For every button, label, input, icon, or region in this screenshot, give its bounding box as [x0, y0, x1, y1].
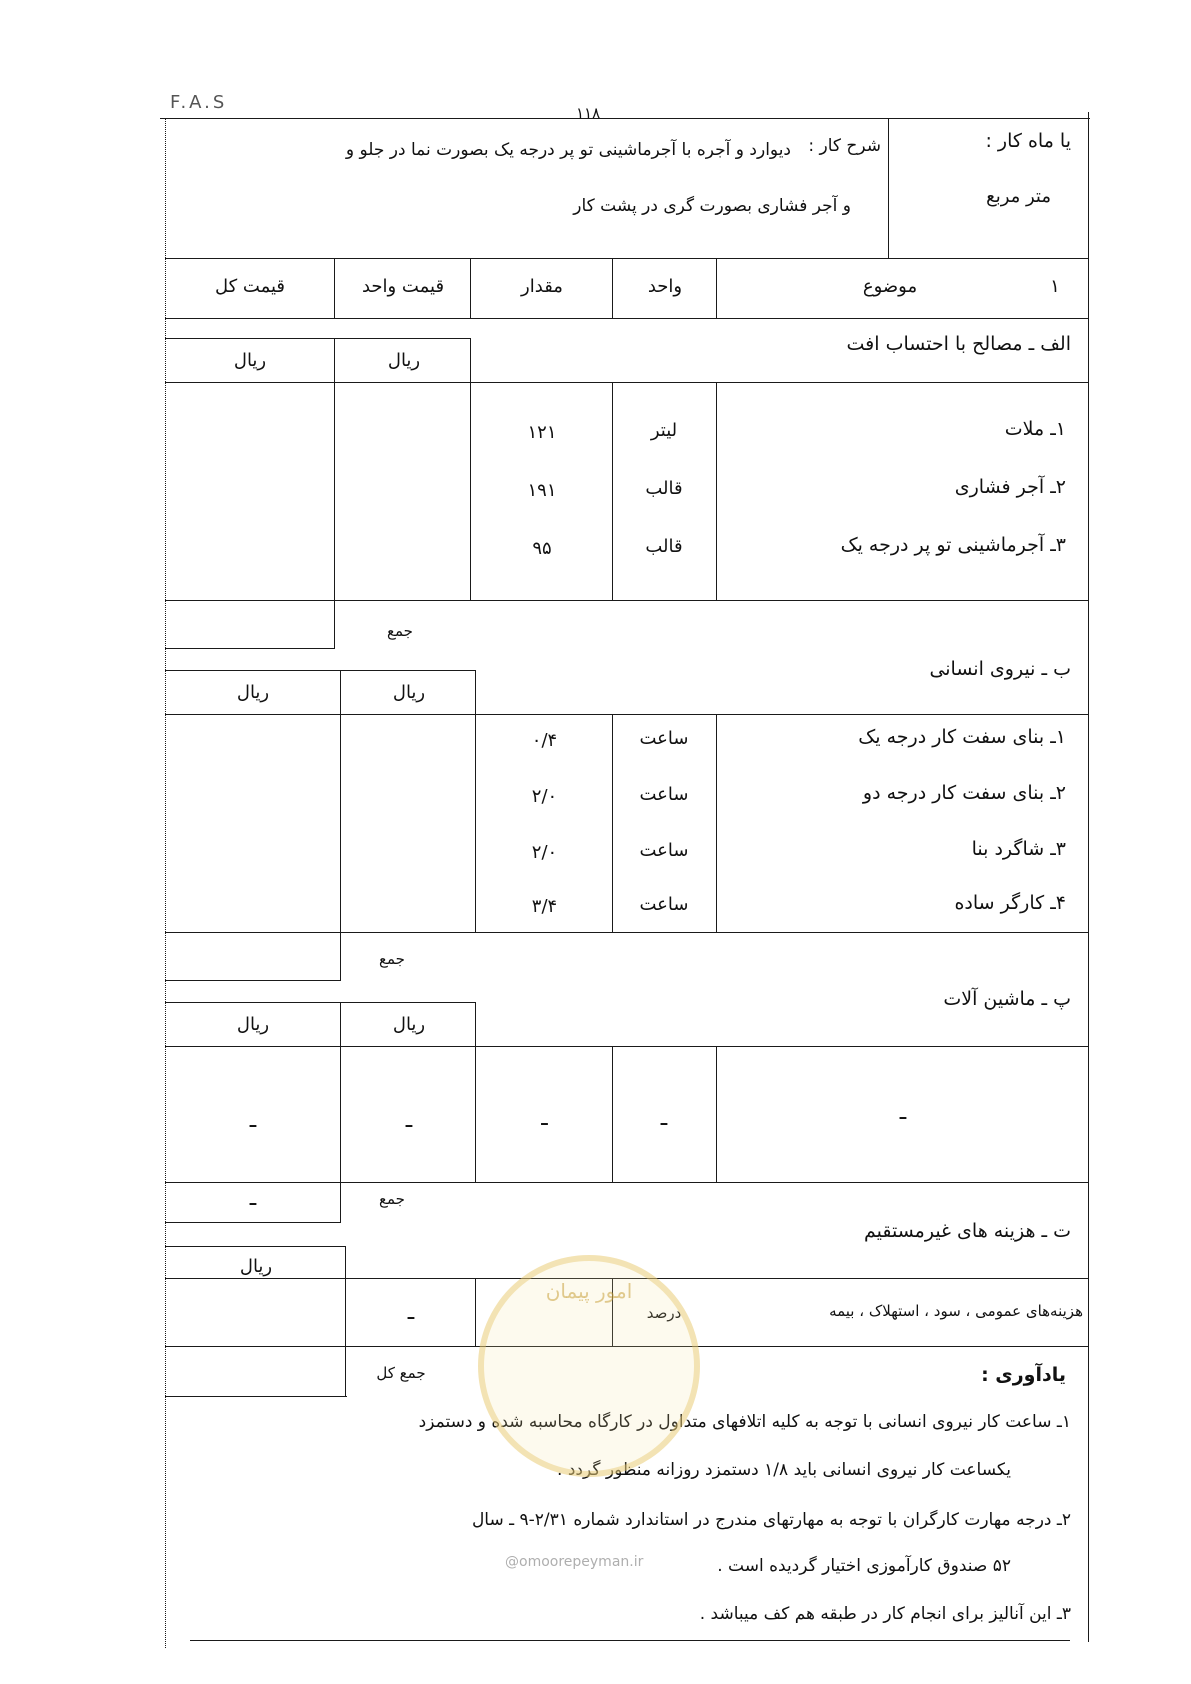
work-description-line-2: و آجر فشاری بصورت گری در پشت کار	[573, 196, 851, 216]
col-divider	[612, 258, 613, 318]
section-title-machinery: پ ـ ماشین آلات	[943, 988, 1071, 1010]
work-description-line-1: دیوارد و آجره با آجرماشینی تو پر درجه یک بصورت نما در جلو و	[345, 140, 791, 160]
section-title-indirect: ت ـ هزینه های غیرمستقیم	[863, 1220, 1071, 1242]
labor-item-unit: ساعت	[639, 840, 689, 861]
col-divider	[612, 382, 613, 600]
col-header-subject: موضوع	[862, 276, 918, 297]
frame-right-line	[1088, 112, 1089, 1642]
rule	[165, 1002, 475, 1003]
document-code: F.A.S	[170, 92, 228, 113]
materials-item-unit: قالب	[645, 536, 683, 557]
frame-top-line	[160, 118, 1090, 119]
rule	[165, 980, 341, 981]
frame-left-line	[165, 118, 166, 1648]
note-line: یکساعت کار نیروی انسانی باید ۱/۸ دستمزد روزانه منظور گردد .	[557, 1460, 1011, 1480]
col-divider	[470, 338, 471, 600]
col-divider	[475, 1278, 476, 1346]
labor-item-quantity: ۲/۰	[531, 842, 558, 863]
unit-value: متر مربع	[986, 186, 1051, 207]
rule	[165, 648, 335, 649]
rule	[165, 600, 1088, 601]
currency-label: ریال	[233, 350, 267, 371]
col-divider	[716, 258, 717, 318]
watermark-logo	[478, 1255, 700, 1477]
col-divider	[612, 1046, 613, 1182]
labor-item-quantity: ۰/۴	[531, 730, 558, 751]
note-line: ۲ـ درجه مهارت کارگران با توجه به مهارتهای مندرج در استاندارد شماره ۲/۳۱-۹ ـ سال	[471, 1510, 1071, 1530]
watermark-text: امور پیمان	[545, 1279, 633, 1303]
machinery-unit-empty: ـ	[660, 1106, 668, 1131]
indirect-cost-unit: درصد	[646, 1304, 682, 1322]
materials-item-unit: لیتر	[650, 420, 678, 441]
grand-total-label: جمع کل	[376, 1364, 426, 1382]
note-line: ۳ـ این آنالیز برای انجام کار در طبقه هم کف میباشد .	[699, 1604, 1071, 1624]
col-divider	[334, 338, 335, 648]
materials-item-name: ۱ـ ملات	[1004, 418, 1066, 440]
machinery-quantity-empty: ـ	[541, 1106, 548, 1131]
machinery-sum-empty: ـ	[249, 1186, 257, 1211]
indirect-cost-item: هزینه‌های عمومی ، سود ، استهلاک ، بیمه	[829, 1302, 1083, 1320]
currency-label: ریال	[392, 682, 426, 703]
rule	[165, 714, 1088, 715]
materials-item-name: ۳ـ آجرماشینی تو پر درجه یک	[840, 534, 1066, 556]
work-description-label: شرح کار :	[808, 136, 881, 156]
rule	[165, 932, 1088, 933]
col-header-total-price: قیمت کل	[214, 276, 286, 297]
indirect-unit-price-empty: ـ	[407, 1300, 415, 1325]
machinery-subject-empty: ـ	[899, 1100, 907, 1125]
col-divider	[716, 714, 717, 932]
col-divider	[612, 714, 613, 932]
frame-bottom-line	[190, 1640, 1070, 1641]
col-header-unit-price: قیمت واحد	[361, 276, 445, 297]
labor-item-unit: ساعت	[639, 894, 689, 915]
rule	[165, 382, 1088, 383]
materials-item-unit: قالب	[645, 478, 683, 499]
sum-label: جمع	[387, 622, 413, 640]
labor-item-quantity: ۳/۴	[531, 896, 558, 917]
currency-label: ریال	[236, 1014, 270, 1035]
col-divider	[470, 258, 471, 318]
col-header-quantity: مقدار	[521, 276, 563, 297]
col-divider	[716, 382, 717, 600]
col-divider	[475, 670, 476, 932]
sum-label: جمع	[379, 950, 405, 968]
section-title-materials: الف ـ مصالح با احتساب افت	[846, 333, 1071, 355]
col-divider	[716, 1046, 717, 1182]
materials-item-quantity: ۱۲۱	[527, 422, 557, 443]
labor-item-name: ۱ـ بنای سفت کار درجه یک	[858, 726, 1066, 748]
col-divider	[340, 1002, 341, 1222]
header-divider	[888, 118, 889, 258]
materials-item-quantity: ۹۵	[532, 538, 552, 559]
labor-item-quantity: ۲/۰	[531, 786, 558, 807]
col-divider	[345, 1246, 346, 1396]
labor-item-unit: ساعت	[639, 784, 689, 805]
materials-item-name: ۲ـ آجر فشاری	[954, 476, 1066, 498]
machinery-unit-price-empty: ـ	[405, 1108, 413, 1133]
col-divider	[475, 1002, 476, 1182]
notes-title: یادآوری :	[981, 1364, 1066, 1386]
machinery-total-price-empty: ـ	[249, 1108, 257, 1133]
col-divider	[334, 258, 335, 318]
col-header-row: ۱	[1050, 276, 1060, 297]
currency-label: ریال	[387, 350, 421, 371]
currency-label: ریال	[239, 1256, 273, 1277]
sum-label: جمع	[379, 1190, 405, 1208]
note-line: ۵۲ صندوق کارآموزی اختیار گردیده است .	[717, 1556, 1011, 1576]
labor-item-name: ۲ـ بنای سفت کار درجه دو	[862, 782, 1066, 804]
watermark-url: @omoorepeyman.ir	[505, 1554, 644, 1570]
labor-item-name: ۳ـ شاگرد بنا	[971, 838, 1066, 860]
header-bottom-line	[165, 258, 1088, 259]
materials-item-quantity: ۱۹۱	[527, 480, 557, 501]
rule	[165, 1222, 341, 1223]
rule	[165, 338, 471, 339]
unit-label: یا ماه کار :	[985, 130, 1071, 152]
col-divider	[340, 670, 341, 980]
section-title-labor: ب ـ نیروی انسانی	[929, 658, 1071, 680]
rule	[165, 1396, 347, 1397]
currency-label: ریال	[392, 1014, 426, 1035]
col-header-unit: واحد	[647, 276, 683, 297]
labor-item-name: ۴ـ کارگر ساده	[954, 892, 1066, 914]
page-number: ۱۱۸	[576, 104, 601, 122]
note-line: ۱ـ ساعت کار نیروی انسانی با توجه به کلیه اتلافهای متداول در کارگاه محاسبه شده و دستمزد	[418, 1412, 1071, 1432]
currency-label: ریال	[236, 682, 270, 703]
labor-item-unit: ساعت	[639, 728, 689, 749]
rule	[165, 1246, 345, 1247]
rule	[165, 1046, 1088, 1047]
column-header-bottom-line	[165, 318, 1088, 319]
rule	[165, 1182, 1088, 1183]
rule	[165, 670, 475, 671]
